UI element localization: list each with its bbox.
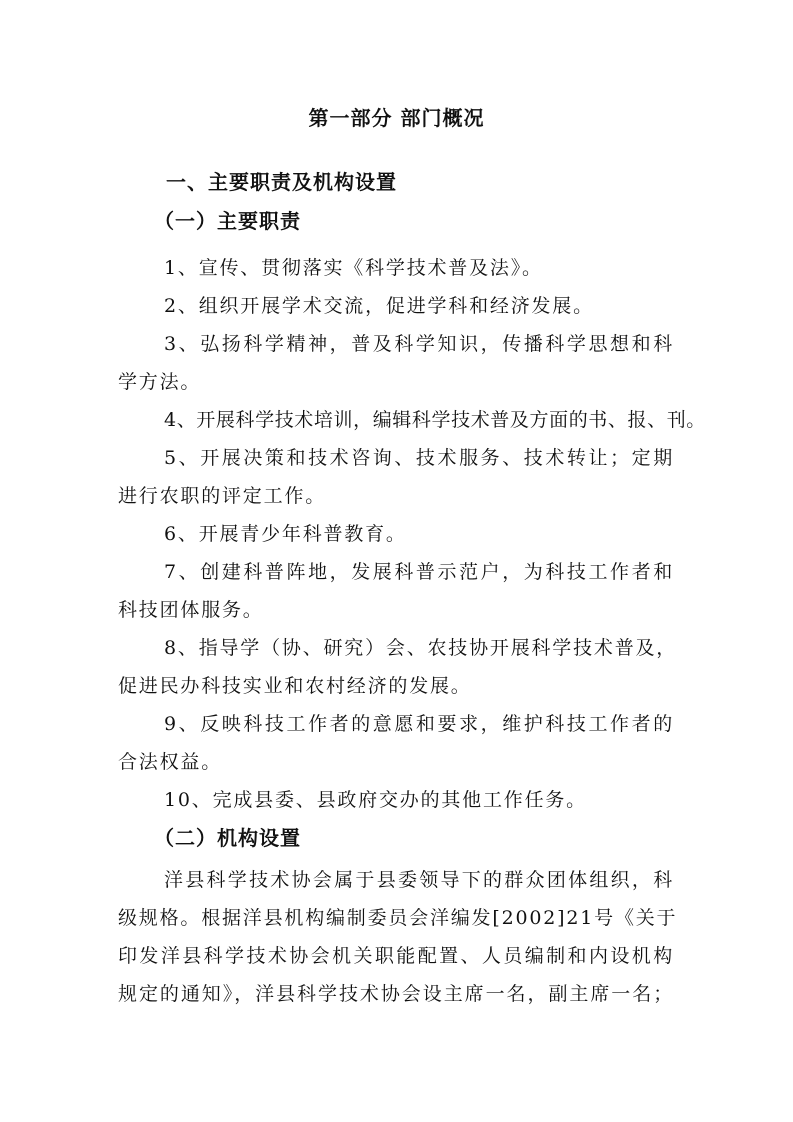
duty-item-9-line-2: 合法权益。 (118, 751, 223, 773)
duty-item-3-line-2: 学方法。 (118, 371, 202, 393)
duty-item-7-line-2: 科技团体服务。 (118, 599, 264, 621)
duty-item-2: 2、组织开展学术交流，促进学科和经济发展。 (164, 295, 594, 317)
duty-item-4: 4、开展科学技术培训，编辑科学技术普及方面的书、报、刊。 (164, 409, 706, 431)
duty-item-5-line-1: 5、开展决策和技术咨询、技术服务、技术转让；定期 (164, 447, 674, 469)
org-paragraph-line-3: 印发洋县科学技术协会机关职能配置、人员编制和内设机构 (118, 945, 674, 967)
duty-item-6: 6、开展青少年科普教育。 (164, 523, 407, 545)
org-paragraph-line-2: 级规格。根据洋县机构编制委员会洋编发[2002]21号《关于 (118, 907, 678, 929)
duty-item-9-line-1: 9、反映科技工作者的意愿和要求，维护科技工作者的 (164, 713, 674, 735)
duty-item-8-line-1: 8、指导学（协、研究）会、农技协开展科学技术普及， (164, 637, 678, 659)
duty-item-5-line-2: 进行农职的评定工作。 (118, 485, 327, 507)
org-paragraph-line-4: 规定的通知》，洋县科学技术协会设主席一名，副主席一名； (118, 983, 674, 1005)
duty-item-8-line-2: 促进民办科技实业和农村经济的发展。 (118, 675, 472, 697)
duty-item-1: 1、宣传、贯彻落实《科学技术普及法》。 (164, 257, 543, 279)
duty-item-3-line-1: 3、弘扬科学精神，普及科学知识，传播科学思想和科 (164, 333, 674, 355)
subsection-heading: （一）主要职责 (154, 209, 301, 233)
page-title: 第一部分 部门概况 (308, 106, 485, 130)
duty-item-10: 10、完成县委、县政府交办的其他工作任务。 (164, 789, 587, 811)
subsection-heading-2: （二）机构设置 (154, 826, 301, 850)
duty-item-7-line-1: 7、创建科普阵地，发展科普示范户，为科技工作者和 (164, 561, 674, 583)
org-paragraph-line-1: 洋县科学技术协会属于县委领导下的群众团体组织，科 (164, 869, 674, 891)
section-heading: 一、主要职责及机构设置 (166, 170, 397, 194)
